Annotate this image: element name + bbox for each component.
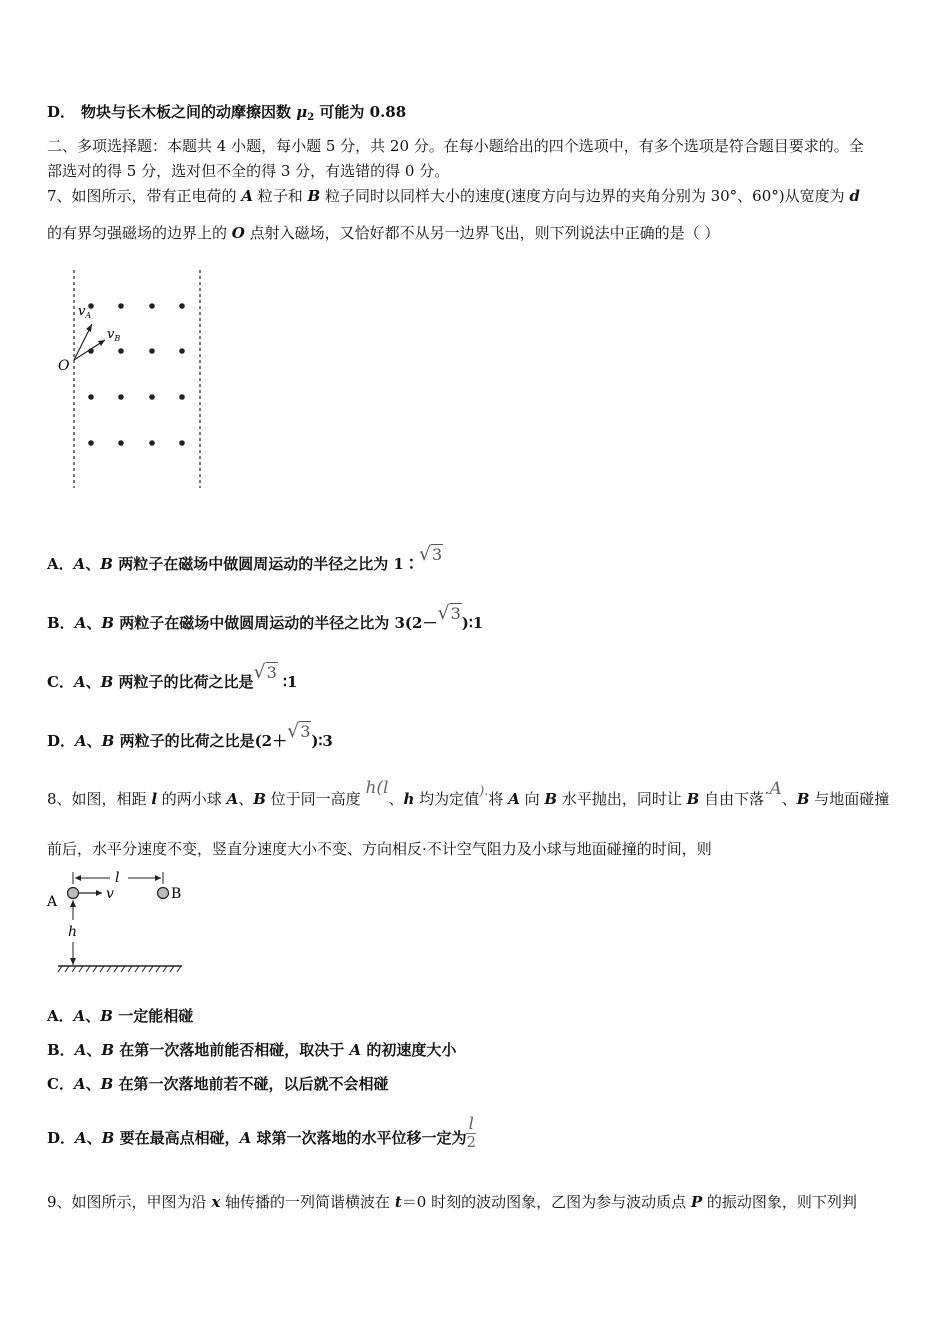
ball-a-label: A <box>47 894 58 910</box>
distance-l-label: l <box>115 870 120 886</box>
fraction-l-over-2: $\frac{l}{2}$ <box>466 1113 477 1151</box>
q7-option-b: B．A、B 两粒子在磁场中做圆周运动的半径之比为 3(2－√3)∶1 <box>47 602 484 632</box>
q7-option-a: A．A、B 两粒子在磁场中做圆周运动的半径之比为 1∶√3 <box>47 543 443 573</box>
ball-b-label: B <box>171 886 182 902</box>
origin-label: O <box>58 358 70 374</box>
ground-hatch <box>58 966 181 972</box>
q8-projectile-figure <box>44 870 189 976</box>
option-d-prev: D． 物块与长木板之间的动摩擦因数 $\mu_2$ 可能为 0.88 <box>47 103 407 123</box>
va-label: $v_A$ <box>78 304 92 320</box>
height-h-label: h <box>68 924 78 940</box>
q9-stem-line-1: 9、如图所示，甲图为沿 x 轴传播的一列简谐横波在 t＝0 时刻的波动图象，乙图为参与波动质点 P 的振动图象，则下列判 <box>47 1193 857 1211</box>
q8-option-c: C．A、B 在第一次落地前若不碰，以后就不会相碰 <box>47 1075 389 1093</box>
q7-option-c: C．A、B 两粒子的比荷之比是√3 ∶1 <box>47 661 298 691</box>
q8-option-d: D．A、B 要在最高点相碰，A 球第一次落地的水平位移一定为 $\frac{l}{2}$ <box>47 1113 477 1151</box>
q8-stem-line-1: 8、如图，相距 l 的两小球 A、B 位于同一高度 h(l、h 均为定值).将 A 向 B 水平抛出，同时让 B 自由下落.A、B 与地面碰撞 <box>47 778 890 808</box>
q7-stem-line-1: 7、如图所示，带有正电荷的 A 粒子和 B 粒子同时以同样大小的速度(速度方向与边界的夹角分别为 30°、60°)从宽度为 d <box>47 187 860 205</box>
q7-option-d: D．A、B 两粒子的比荷之比是(2＋√3)∶3 <box>47 720 333 750</box>
section-2-line-1: 二、多项选择题：本题共 4 小题，每小题 5 分，共 20 分。在每小题给出的四个选项中，有多个选项是符合题目要求的。全 <box>47 137 864 155</box>
q7-stem-line-2: 的有界匀强磁场的边界上的 O 点射入磁场，又恰好都不从另一边界飞出，则下列说法中正确的是（ ） <box>47 224 720 242</box>
q8-option-b: B．A、B 在第一次落地前能否相碰，取决于 A 的初速度大小 <box>47 1041 457 1059</box>
ball-b <box>158 888 169 899</box>
q7-magnetic-field-figure <box>50 266 220 491</box>
q8-stem-line-2: 前后，水平分速度不变，竖直分速度大小不变、方向相反·不计空气阻力及小球与地面碰撞的时间，则 <box>47 840 712 858</box>
velocity-v-label: v <box>106 886 114 902</box>
q8-option-a: A．A、B 一定能相碰 <box>47 1007 194 1025</box>
vb-label: $v_B$ <box>107 327 121 343</box>
section-2-line-2: 部选对的得 5 分，选对但不全的得 3 分，有选错的得 0 分。 <box>47 162 450 180</box>
ball-a <box>68 888 79 899</box>
field-dots <box>88 303 185 446</box>
